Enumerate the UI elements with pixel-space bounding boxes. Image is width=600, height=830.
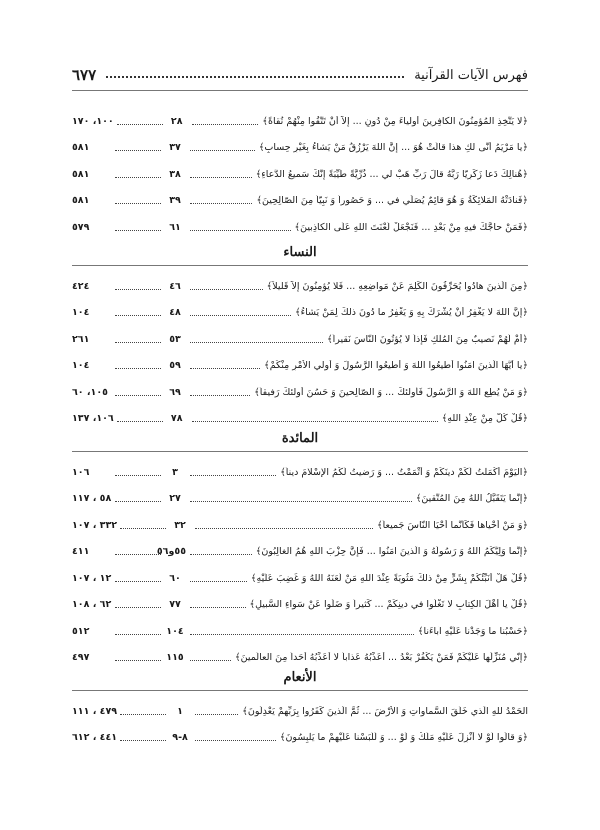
dot-leader xyxy=(190,203,252,204)
index-entry xyxy=(72,163,528,185)
dot-leader xyxy=(195,740,276,741)
dot-leader xyxy=(190,475,276,476)
running-title: فهرس الآيات القرآنية xyxy=(414,67,528,83)
dot-leader xyxy=(190,634,414,635)
ayah-number: ١١٥ xyxy=(166,652,184,663)
header-rule xyxy=(72,90,528,91)
dot-leader xyxy=(115,150,161,151)
page-references: ٣٣٢ ، ١٠٧ xyxy=(72,519,118,531)
verse-text: ﴿يا مَرْيَمُ أنَّى لكِ هذا قالَتْ هُوَ ... إنَّ اللهَ يَرْزُقُ مَنْ يَشاءُ بِغَيْرِ حِسابٍ﴾ xyxy=(258,142,528,153)
index-entry xyxy=(72,461,528,483)
dot-leader xyxy=(115,634,161,635)
ayah-number: ٨-٩ xyxy=(172,732,188,743)
verse-text: ﴿لا يَتَّخِذِ المُؤمِنُونَ الكافِرينَ أولياءَ مِنْ دُونِ ... إلاّ أنْ تَتَّقُوا مِنْهُمْ تُقاةً﴾ xyxy=(262,115,528,127)
dot-leader xyxy=(195,714,238,715)
dot-leader xyxy=(190,177,252,178)
ayah-number: ٣ xyxy=(172,466,178,478)
dot-leader xyxy=(190,289,263,290)
ayah-number: ٤٦ xyxy=(169,280,181,292)
verse-text: ﴿إنَّما وَلِيُّكُمُ اللهُ وَ رَسُولُهُ وَ الَّذينَ آمَنُوا ... فَإنَّ حِزْبَ اللهِ هُمُ الغالِبُونَ﴾ xyxy=(255,546,528,557)
page-references: ٥٨١ xyxy=(72,168,90,180)
index-entry xyxy=(72,514,528,536)
section-rule xyxy=(72,451,528,452)
dot-leader xyxy=(120,528,166,529)
ayah-number: ١ xyxy=(177,705,183,717)
dot-leader xyxy=(190,150,255,151)
ayah-number: ٣٩ xyxy=(169,195,181,206)
page-references: ٥٨١ xyxy=(72,142,90,153)
page-references: ١٠٥، ٦٠ xyxy=(72,386,108,398)
verse-text: ﴿يا أيُّهَا الَّذينَ آمَنُوا أطيعُوا اللهَ وَ أطيعُوا الرَّسُولَ وَ أُولي الأمْرِ مِنْكُمْ﴾ xyxy=(264,360,528,371)
index-entry xyxy=(72,190,528,212)
page-references: ٤٧٩ ، ١١١ xyxy=(72,705,118,717)
ayah-number: ٦١ xyxy=(169,221,181,233)
dot-leader xyxy=(190,368,260,369)
verse-text: ﴿وَ قالُوا لَوْ لا أُنْزِلَ عَلَيْهِ مَلَكٌ وَ لَوْ ... وَ لَلَبَسْنا عَلَيْهِمْ ما يَلْبِسُونَ﴾ xyxy=(279,732,528,743)
dot-leader xyxy=(115,203,161,204)
dot-leader xyxy=(115,395,161,396)
dot-leader xyxy=(195,528,373,529)
dot-leader xyxy=(190,395,250,396)
ayah-number: ٥٣ xyxy=(169,333,181,345)
page-references: ١٠٦ xyxy=(72,466,90,478)
page-references: ١٠٤ xyxy=(72,360,90,371)
dot-leader xyxy=(120,740,166,741)
index-entry xyxy=(72,700,528,722)
page-references: ٤٢٤ xyxy=(72,280,90,292)
dot-leader xyxy=(115,607,161,608)
dot-leader xyxy=(190,230,291,231)
dot-leader xyxy=(115,289,161,290)
surah-heading: الأنعام xyxy=(283,670,317,685)
page-references: ١٢ ، ١٠٧ xyxy=(72,572,112,584)
index-entry xyxy=(72,408,528,430)
dot-leader xyxy=(120,714,166,715)
ayah-number: ٧٨ xyxy=(170,413,183,424)
index-entry xyxy=(72,328,528,350)
verse-text: ﴿هُنالِكَ دَعا زَكَرِيّا رَبَّهُ قالَ رَبِّ هَبْ لي ... ذُرِّيَّةً طَيِّبَةً إنَّكَ سَميعُ الدُّعاءِ﴾ xyxy=(255,168,528,180)
ayah-number: ٣٧ xyxy=(169,142,181,153)
surah-heading: المائدة xyxy=(281,431,319,446)
page-references: ١٠٠، ١٧٠ xyxy=(72,115,114,127)
index-entry xyxy=(72,567,528,589)
dot-leader xyxy=(190,315,291,316)
dot-leader xyxy=(115,368,161,369)
index-entry xyxy=(72,381,528,403)
dot-leader xyxy=(190,554,252,555)
index-entry xyxy=(72,727,528,749)
index-entry xyxy=(72,488,528,510)
ayah-number: ١٠٤ xyxy=(166,625,184,637)
ayah-number: ٧٧ xyxy=(169,599,181,610)
page-references: ٤١١ xyxy=(72,546,90,557)
verse-text: ﴿قُلْ كُلٌّ مِنْ عِنْدِ اللهِ﴾ xyxy=(441,413,528,424)
ayah-number: ٢٨ xyxy=(170,115,183,127)
verse-text: ﴿وَ مَنْ أحْياها فَكَأنَّما أحْيَا النّاسَ جَميعاً﴾ xyxy=(377,519,528,531)
ayah-number: ٣٢ xyxy=(174,519,186,531)
dot-leader xyxy=(115,342,161,343)
ayah-number: ٦٩ xyxy=(169,386,181,398)
verse-text: ﴿إنَّما يَتَقَبَّلُ اللهُ مِنَ المُتَّقينَ﴾ xyxy=(415,493,528,504)
page-references: ١٠٦، ١٣٧ xyxy=(72,413,114,424)
dot-leader xyxy=(117,124,163,125)
page-header xyxy=(72,64,528,86)
index-entry xyxy=(72,647,528,669)
dot-leader xyxy=(115,315,161,316)
dot-leader xyxy=(115,660,161,661)
dot-leader xyxy=(190,581,247,582)
dot-leader xyxy=(115,230,161,231)
verse-text: ﴿اليَوْمَ أكْمَلْتُ لَكُمْ دينَكُمْ وَ أتْمَمْتُ ... وَ رَضيتُ لَكُمُ الإسْلامَ ديناً﴾ xyxy=(280,466,528,478)
ayah-number: ٢٧ xyxy=(169,493,181,504)
page-references: ٤٩٧ xyxy=(72,652,90,663)
dot-leader xyxy=(115,475,161,476)
surah-heading: النساء xyxy=(283,245,317,260)
dot-leader xyxy=(115,581,161,582)
page-references: ٤٤١ ، ٦١٢ xyxy=(72,732,118,743)
page-references: ٥٧٩ xyxy=(72,221,90,233)
verse-text: ﴿قُلْ يا أهْلَ الكِتابِ لا تَغْلُوا في دينِكُمْ ... كَثيراً وَ ضَلُّوا عَنْ سَواءِ السَّبيلِ﴾ xyxy=(249,599,528,610)
index-entry xyxy=(72,594,528,616)
verse-text: ﴿وَ مَنْ يُطِعِ اللهَ وَ الرَّسُولَ فَأُولئكَ ... وَ الصّالِحينَ وَ حَسُنَ أُولئكَ رَفيقاً﴾ xyxy=(254,386,528,398)
page-references: ٦٢ ، ١٠٨ xyxy=(72,599,112,610)
dot-leader xyxy=(115,501,161,502)
index-entry xyxy=(72,302,528,324)
verse-text: ﴿إنَّ اللهَ لا يَغْفِرُ أنْ يُشْرَكَ بِهِ وَ يَغْفِرُ ما دُونَ ذلكَ لِمَنْ يَشاءُ﴾ xyxy=(295,307,528,318)
page-references: ٥١٢ xyxy=(72,625,90,637)
dot-leader xyxy=(190,501,412,502)
section-rule xyxy=(72,265,528,266)
dot-leader xyxy=(190,607,246,608)
page-references: ٥٨١ xyxy=(72,195,90,206)
verse-text: ﴿إنّي مُنَزِّلُها عَلَيْكُمْ فَمَنْ يَكْفُرْ بَعْدُ ... أُعَذِّبُهُ عَذاباً لا أُعَذِّبُهُ أحَداً مِنَ العالَمينَ﴾ xyxy=(235,652,528,663)
verse-text: ﴿أمْ لَهُمْ نَصيبٌ مِنَ المُلْكِ فَإذاً لا يُؤتُونَ النّاسَ نَقيراً﴾ xyxy=(327,333,528,345)
dot-leader xyxy=(115,554,161,555)
ayah-number: ٦٠ xyxy=(169,572,181,584)
index-entry xyxy=(72,355,528,377)
verse-text: ﴿فَنادَتْهُ المَلائِكَةُ وَ هُوَ قائِمٌ يُصَلّي في ... وَ حَصُوراً وَ نَبِيّاً مِنَ الصّالِحِينَ﴾ xyxy=(256,195,528,206)
page-references: ٢٦١ xyxy=(72,333,90,345)
verse-text: ﴿حَسْبُنا ما وَجَدْنا عَلَيْهِ آباءَنا﴾ xyxy=(417,625,528,637)
index-entry xyxy=(72,137,528,159)
index-entry xyxy=(72,620,528,642)
header-dotted-rule xyxy=(106,76,404,78)
verse-text: ﴿مِنَ الَّذينَ هادُوا يُحَرِّفُونَ الكَلِمَ عَنْ مَواضِعِهِ ... فَلا يُؤمِنُونَ إلاّ قَليلاً﴾ xyxy=(266,280,528,292)
ayah-number: ٥٥و٥٦ xyxy=(156,546,186,557)
page-references: ١٠٤ xyxy=(72,307,90,318)
page-number: ٦٧٧ xyxy=(72,66,97,84)
dot-leader xyxy=(115,177,161,178)
section-rule xyxy=(72,690,528,691)
index-entry xyxy=(72,216,528,238)
dot-leader xyxy=(190,342,323,343)
dot-leader xyxy=(117,421,163,422)
dot-leader xyxy=(192,124,259,125)
dot-leader xyxy=(190,660,231,661)
ayah-number: ٣٨ xyxy=(169,168,181,180)
verse-text: ﴿فَمَنْ حاجَّكَ فيهِ مِنْ بَعْدِ ... فَنَجْعَلْ لَعْنَتَ اللهِ عَلَى الكاذِبينَ﴾ xyxy=(294,221,528,233)
index-entry xyxy=(72,110,528,132)
dot-leader xyxy=(192,421,438,422)
page-references: ٥٨ ، ١١٧ xyxy=(72,493,112,504)
ayah-number: ٥٩ xyxy=(169,360,181,371)
index-entry xyxy=(72,275,528,297)
verse-text: الحَمْدُ للهِ الَّذي خَلَقَ السَّماواتِ وَ الأرْضَ ... ثُمَّ الَّذينَ كَفَرُوا بِرَبِّهِمْ يَعْدِلُونَ﴾ xyxy=(242,705,528,717)
verse-text: ﴿قُلْ هَلْ أُنَبِّئُكُمْ بِشَرٍّ مِنْ ذلكَ مَثُوبَةً عِنْدَ اللهِ مَنْ لَعَنَهُ اللهُ وَ غَضِبَ عَلَيْهِ﴾ xyxy=(250,572,528,584)
ayah-number: ٤٨ xyxy=(169,307,181,318)
index-entry xyxy=(72,541,528,563)
